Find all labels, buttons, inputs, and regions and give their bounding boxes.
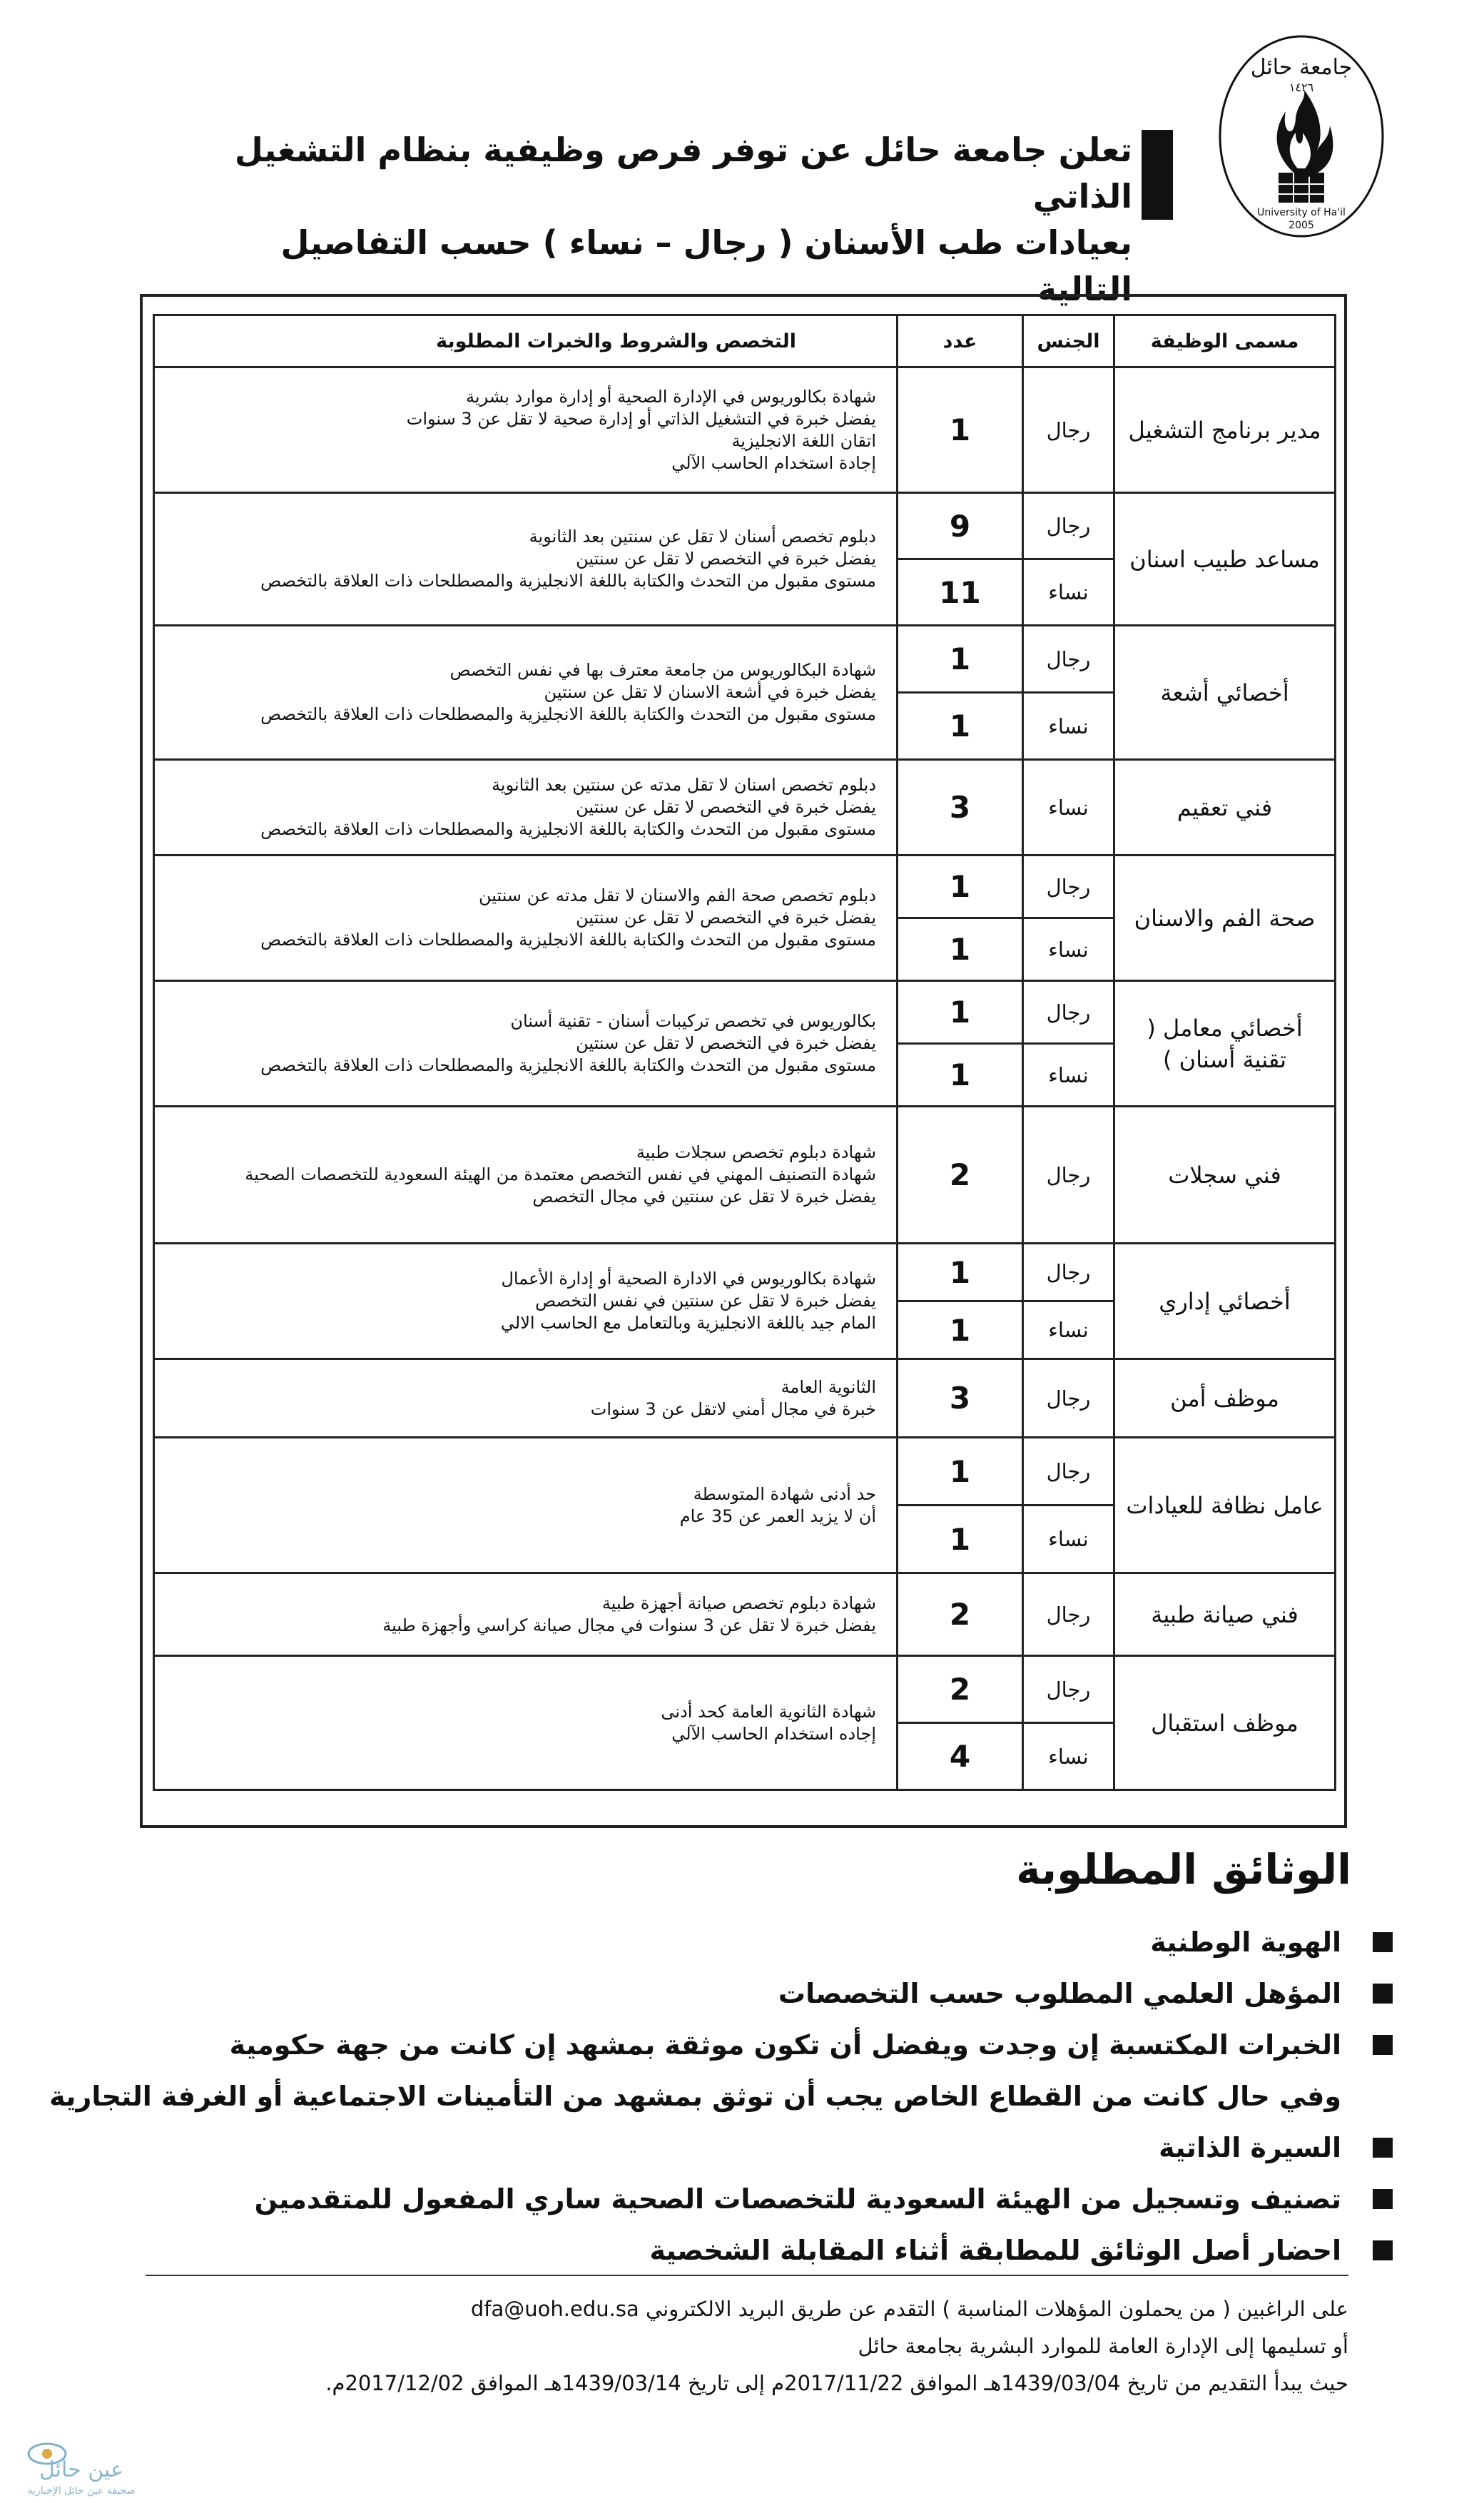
count-cell: 2 — [898, 1656, 1023, 1723]
table-row — [154, 760, 1336, 856]
requirement-line: شهادة البكالوريوس من جامعة معترف بها في نفس التخصص — [449, 660, 876, 680]
logo-year: 2005 — [1289, 220, 1314, 231]
requirements-cell — [154, 626, 898, 760]
requirement-line: الثانوية العامة — [781, 1376, 876, 1397]
requirements-cell — [154, 1107, 898, 1244]
university-logo — [1216, 33, 1387, 240]
header-job-title: مسمى الوظيفة — [1114, 315, 1336, 367]
document-item-continuation — [49, 2071, 1398, 2122]
requirement-line: دبلوم تخصص اسنان لا تقل مدته عن سنتين بعد الثانوية — [492, 775, 876, 795]
requirement-line: مستوى مقبول من التحدث والكتابة باللغة الانجليزية والمصطلحات ذات العلاقة بالتخصص — [260, 571, 876, 591]
gender-cell: رجال — [1023, 626, 1114, 693]
document-item — [114, 1968, 1398, 2019]
table-row — [154, 493, 1336, 559]
count-cell: 4 — [898, 1723, 1023, 1790]
square-bullet-icon — [1373, 1932, 1393, 1952]
job-title-cell: مساعد طبيب اسنان — [1114, 493, 1336, 626]
job-title-cell: موظف أمن — [1114, 1359, 1336, 1438]
logo-year-hijri: ١٤٢٦ — [1289, 81, 1314, 94]
gender-cell: نساء — [1023, 1506, 1114, 1573]
document-item-text: وفي حال كانت من القطاع الخاص يجب أن توثق بمشهد من التأمينات الاجتماعية أو الغرفة التجارية — [49, 2081, 1341, 2112]
count-cell: 1 — [898, 918, 1023, 981]
count-cell: 1 — [898, 1244, 1023, 1301]
requirement-line: شهادة التصنيف المهني في نفس التخصص معتمدة من الهيئة السعودية للتخصصات الصحية — [245, 1164, 876, 1184]
documents-title: الوثائق المطلوبة — [1016, 1845, 1351, 1894]
job-title-cell: صحة الفم والاسنان — [1114, 856, 1336, 981]
gender-cell: نساء — [1023, 693, 1114, 760]
count-cell: 1 — [898, 626, 1023, 693]
application-instructions — [136, 2290, 1348, 2402]
document-item-text: المؤهل العلمي المطلوب حسب التخصصات — [778, 1978, 1341, 2009]
gender-cell: رجال — [1023, 1244, 1114, 1301]
requirement-line: يفضل خبرة في التخصص لا تقل عن سنتين — [576, 1033, 876, 1053]
count-cell: 1 — [898, 1044, 1023, 1107]
square-bullet-icon — [1373, 2189, 1393, 2209]
document-item-text: احضار أصل الوثائق للمطابقة أثناء المقابلة الشخصية — [649, 2235, 1341, 2266]
jobs-table-body — [154, 367, 1336, 1790]
document-item-text: تصنيف وتسجيل من الهيئة السعودية للتخصصات الصحية ساري المفعول للمتقدمين — [254, 2183, 1341, 2215]
requirements-cell — [154, 1438, 898, 1573]
requirement-line: دبلوم تخصص أسنان لا تقل عن سنتين بعد الثانوية — [529, 527, 876, 547]
requirement-line: يفضل خبرة في أشعة الاسنان لا تقل عن سنتين — [544, 682, 876, 702]
count-cell: 2 — [898, 1107, 1023, 1244]
requirement-line: يفضل خبرة في التشغيل الذاتي أو إدارة صحية لا تقل عن 3 سنوات — [406, 408, 876, 429]
requirements-cell — [154, 1359, 898, 1438]
gender-cell: رجال — [1023, 1438, 1114, 1506]
count-cell: 1 — [898, 693, 1023, 760]
count-cell: 11 — [898, 559, 1023, 626]
document-item-text: السيرة الذاتية — [1159, 2132, 1341, 2163]
job-title-cell: فني سجلات — [1114, 1107, 1336, 1244]
requirement-line: شهادة الثانوية العامة كحد أدنى — [661, 1701, 876, 1722]
logo-arabic-name: جامعة حائل — [1250, 55, 1353, 80]
watermark-tagline: صحيفة عين حائل الإخبارية — [27, 2485, 136, 2497]
gender-cell: نساء — [1023, 559, 1114, 626]
square-bullet-icon — [1373, 1984, 1393, 2004]
requirements-cell — [154, 1244, 898, 1359]
gender-cell: رجال — [1023, 1359, 1114, 1438]
header-gender: الجنس — [1023, 315, 1114, 367]
requirement-line: المام جيد باللغة الانجليزية وبالتعامل مع الحاسب الالي — [500, 1313, 876, 1333]
count-cell: 1 — [898, 981, 1023, 1044]
table-row — [154, 1573, 1336, 1656]
document-item — [114, 2122, 1398, 2173]
job-title-cell: عامل نظافة للعيادات — [1114, 1438, 1336, 1573]
heading-line-1: تعلن جامعة حائل عن توفر فرص وظيفية بنظام التشغيل الذاتي — [234, 131, 1132, 215]
table-row — [154, 367, 1336, 493]
requirements-cell — [154, 1573, 898, 1656]
table-row — [154, 1438, 1336, 1506]
footer-line-email: على الراغبين ( من يحملون المؤهلات المناسبة ) التقدم عن طريق البريد الالكتروني dfa@uoh.edu.sa — [470, 2297, 1348, 2321]
logo-english-name: University of Ha'il — [1257, 207, 1346, 218]
requirement-line: يفضل خبرة لا تقل عن سنتين في مجال التخصص — [532, 1187, 876, 1207]
count-cell: 1 — [898, 1506, 1023, 1573]
table-row — [154, 856, 1336, 918]
gender-cell: رجال — [1023, 493, 1114, 559]
table-row — [154, 1244, 1336, 1301]
gender-cell: رجال — [1023, 1107, 1114, 1244]
job-title-cell: أخصائي أشعة — [1114, 626, 1336, 760]
count-cell: 1 — [898, 367, 1023, 493]
watermark-brand: عين حائل — [39, 2457, 124, 2482]
requirement-line: يفضل خبرة في التخصص لا تقل عن سنتين — [576, 908, 876, 928]
document-item — [114, 1916, 1398, 1968]
jobs-table — [153, 314, 1336, 1791]
announcement-heading — [176, 127, 1132, 313]
heading-line-2: بعيادات طب الأسنان ( رجال – نساء ) حسب التفاصيل التالية — [280, 223, 1132, 308]
count-cell: 2 — [898, 1573, 1023, 1656]
gender-cell: نساء — [1023, 1044, 1114, 1107]
count-cell: 3 — [898, 760, 1023, 856]
square-bullet-icon — [1373, 2240, 1393, 2260]
document-item — [114, 2173, 1398, 2225]
gender-cell: نساء — [1023, 1723, 1114, 1790]
table-row — [154, 1359, 1336, 1438]
table-row — [154, 1107, 1336, 1244]
footer-line-dates: حيث يبدأ التقديم من تاريخ 1439/03/04هـ الموافق 2017/11/22م إلى تاريخ 1439/03/14هـ الموافق 2017/12/02م. — [325, 2371, 1348, 2395]
requirement-line: مستوى مقبول من التحدث والكتابة باللغة الانجليزية والمصطلحات ذات العلاقة بالتخصص — [260, 930, 876, 950]
header-requirements: التخصص والشروط والخبرات المطلوبة — [154, 315, 898, 367]
requirements-cell — [154, 367, 898, 493]
requirements-cell — [154, 856, 898, 981]
requirement-line: إجاده استخدام الحاسب الآلي — [671, 1723, 876, 1744]
job-title-cell: مدير برنامج التشغيل — [1114, 367, 1336, 493]
gender-cell: رجال — [1023, 1573, 1114, 1656]
gender-cell: رجال — [1023, 367, 1114, 493]
gender-cell: نساء — [1023, 760, 1114, 856]
requirement-line: مستوى مقبول من التحدث والكتابة باللغة الانجليزية والمصطلحات ذات العلاقة بالتخصص — [260, 1055, 876, 1075]
requirement-line: دبلوم تخصص صحة الفم والاسنان لا تقل مدته عن سنتين — [478, 885, 876, 905]
requirement-line: بكالوريوس في تخصص تركيبات أسنان - تقنية أسنان — [510, 1011, 876, 1031]
requirements-cell — [154, 981, 898, 1107]
requirement-line: مستوى مقبول من التحدث والكتابة باللغة الانجليزية والمصطلحات ذات العلاقة بالتخصص — [260, 819, 876, 839]
square-bullet-icon — [1373, 2035, 1393, 2055]
count-cell: 9 — [898, 493, 1023, 559]
job-title-cell: فني تعقيم — [1114, 760, 1336, 856]
table-row — [154, 626, 1336, 693]
requirement-line: شهادة دبلوم تخصص صيانة أجهزة طبية — [601, 1593, 876, 1613]
table-row — [154, 1656, 1336, 1723]
requirements-cell — [154, 493, 898, 626]
requirement-line: شهادة دبلوم تخصص سجلات طبية — [636, 1142, 876, 1162]
documents-list — [49, 1916, 1398, 2276]
requirement-line: اتقان اللغة الانجليزية — [731, 430, 876, 451]
gender-cell: رجال — [1023, 856, 1114, 918]
job-title-cell: موظف استقبال — [1114, 1656, 1336, 1790]
footer-line-submit: أو تسليمها إلى الإدارة العامة للموارد البشرية بجامعة حائل — [858, 2334, 1348, 2358]
requirement-line: حد أدنى شهادة المتوسطة — [693, 1483, 876, 1504]
document-item-text: الهوية الوطنية — [1150, 1926, 1341, 1958]
header-count: عدد — [898, 315, 1023, 367]
count-cell: 1 — [898, 1301, 1023, 1359]
gender-cell: نساء — [1023, 1301, 1114, 1359]
gender-cell: رجال — [1023, 1656, 1114, 1723]
job-title-cell: أخصائي إداري — [1114, 1244, 1336, 1359]
requirement-line: يفضل خبرة في التخصص لا تقل عن سنتين — [576, 549, 876, 569]
requirement-line: يفضل خبرة في التخصص لا تقل عن سنتين — [576, 797, 876, 817]
watermark-logo — [3, 2430, 167, 2501]
table-header-row — [154, 315, 1336, 367]
count-cell: 1 — [898, 856, 1023, 918]
requirements-cell — [154, 760, 898, 856]
requirement-line: أن لا يزيد العمر عن 35 عام — [679, 1506, 876, 1526]
requirement-line: شهادة بكالوريوس في الإدارة الصحية أو إدارة موارد بشرية — [466, 386, 876, 407]
gender-cell: رجال — [1023, 981, 1114, 1044]
count-cell: 3 — [898, 1359, 1023, 1438]
requirement-line: إجادة استخدام الحاسب الآلي — [671, 452, 876, 473]
document-item-text: الخبرات المكتسبة إن وجدت ويفضل أن تكون موثقة بمشهد إن كانت من جهة حكومية — [229, 2029, 1341, 2061]
document-item — [114, 2019, 1398, 2071]
job-title-cell: أخصائي معامل ( تقنية أسنان ) — [1114, 981, 1336, 1107]
requirement-line: يفضل خبرة لا تقل عن 3 سنوات في مجال صيانة كراسي وأجهزة طبية — [382, 1615, 876, 1635]
job-title-cell: فني صيانة طبية — [1114, 1573, 1336, 1656]
requirement-line: شهادة بكالوريوس في الادارة الصحية أو إدارة الأعمال — [501, 1269, 876, 1289]
header-accent-bar — [1142, 130, 1173, 220]
footer-divider — [146, 2275, 1348, 2276]
torch-flame-icon — [1277, 90, 1333, 203]
square-bullet-icon — [1373, 2138, 1393, 2158]
document-item — [114, 2225, 1398, 2276]
requirements-cell — [154, 1656, 898, 1790]
gender-cell: نساء — [1023, 918, 1114, 981]
requirement-line: يفضل خبرة لا تقل عن سنتين في نفس التخصص — [535, 1291, 876, 1311]
count-cell: 1 — [898, 1438, 1023, 1506]
requirement-line: مستوى مقبول من التحدث والكتابة باللغة الانجليزية والمصطلحات ذات العلاقة بالتخصص — [260, 704, 876, 724]
table-row — [154, 981, 1336, 1044]
requirement-line: خبرة في مجال أمني لاتقل عن 3 سنوات — [590, 1398, 876, 1419]
